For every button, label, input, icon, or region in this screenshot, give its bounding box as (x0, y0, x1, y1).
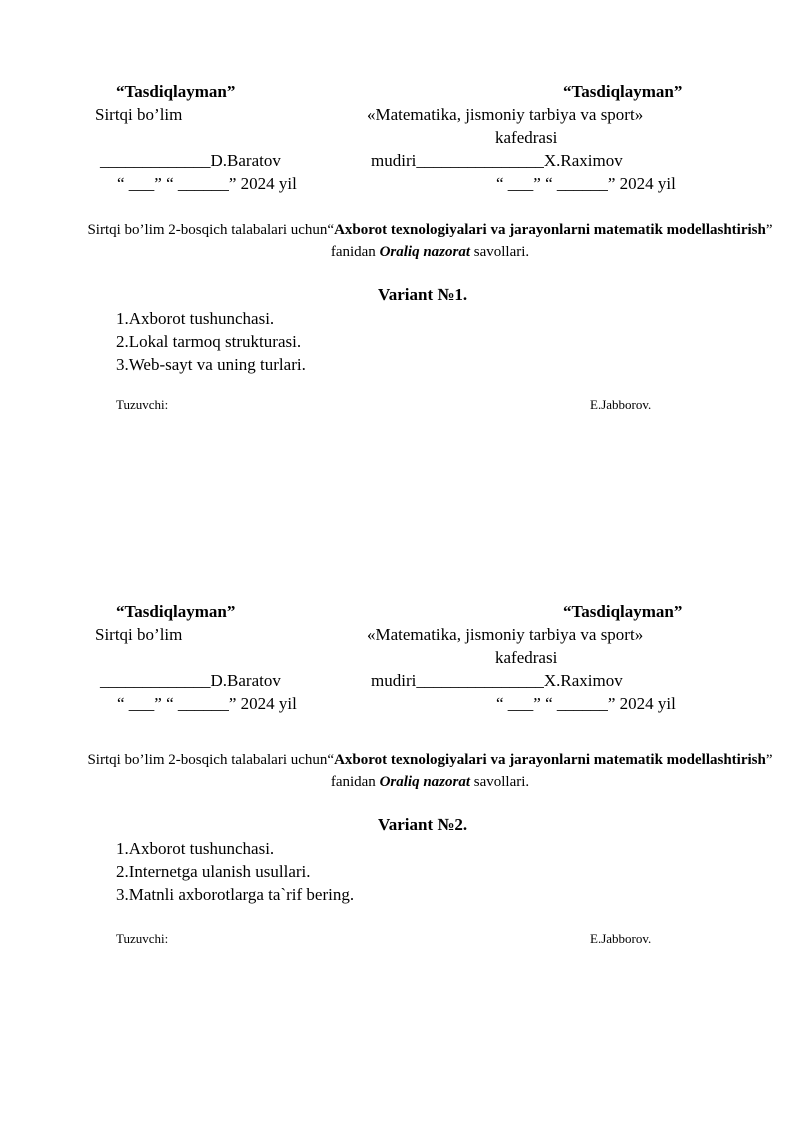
approval-heading-right: “Tasdiqlayman” (563, 82, 683, 101)
approval-heading-right: “Tasdiqlayman” (563, 602, 683, 621)
department-right-line2: kafedrasi (495, 648, 558, 667)
author-label: Tuzuvchi: (116, 397, 169, 412)
exam-type: Oraliq nazorat (379, 244, 471, 260)
question-item: 2.Lokal tarmoq strukturasi. (116, 332, 302, 351)
author-name: E.Jabborov. (590, 397, 652, 412)
signer-name-left: D.Baratov (210, 671, 281, 690)
signature-right (371, 151, 623, 171)
intro-paragraph (80, 749, 780, 793)
intro-prefix: Sirtqi bo’lim 2-bosqich talabalari uchun“ (87, 222, 335, 238)
signature-line: _____________ (100, 151, 211, 170)
intro-mid: ” fanidan (330, 222, 773, 260)
approval-heading-left: “Tasdiqlayman” (116, 602, 236, 621)
author-label: Tuzuvchi: (116, 931, 169, 946)
signer-name-right: X.Raximov (543, 151, 623, 170)
exam-type: Oraliq nazorat (379, 774, 471, 790)
signer-title: mudiri (371, 151, 417, 170)
department-right-line2: kafedrasi (495, 128, 558, 147)
intro-suffix: savollari. (470, 244, 530, 260)
signature-line: _______________ (416, 151, 544, 170)
variant-title: Variant №2. (378, 815, 468, 834)
author-name: E.Jabborov. (590, 931, 652, 946)
signature-line: _____________ (100, 671, 211, 690)
department-left: Sirtqi bo’lim (95, 625, 183, 644)
variant-title: Variant №1. (378, 285, 468, 304)
intro-mid: ” fanidan (330, 752, 773, 790)
question-item: 1.Axborot tushunchasi. (116, 839, 275, 858)
date-right: “ ___” “ ______” 2024 yil (496, 174, 676, 193)
intro-paragraph (80, 219, 780, 263)
department-left: Sirtqi bo’lim (95, 105, 183, 124)
subject-name: Axborot texnologiyalari va jarayonlarni matematik modellashtirish (334, 752, 766, 768)
department-right-line1: «Matematika, jismoniy tarbiya va sport» (367, 625, 644, 644)
signer-name-right: X.Raximov (543, 671, 623, 690)
question-item: 3.Matnli axborotlarga ta`rif bering. (116, 885, 355, 904)
approval-heading-left: “Tasdiqlayman” (116, 82, 236, 101)
question-item: 3.Web-sayt va uning turlari. (116, 355, 306, 374)
signer-name-left: D.Baratov (210, 151, 281, 170)
signature-line: _______________ (416, 671, 544, 690)
subject-name: Axborot texnologiyalari va jarayonlarni matematik modellashtirish (334, 222, 766, 238)
signer-title: mudiri (371, 671, 417, 690)
date-left: “ ___” “ ______” 2024 yil (117, 694, 297, 713)
intro-prefix: Sirtqi bo’lim 2-bosqich talabalari uchun“ (87, 752, 335, 768)
question-item: 1.Axborot tushunchasi. (116, 309, 275, 328)
signature-left (100, 671, 281, 691)
intro-suffix: savollari. (470, 774, 530, 790)
signature-right (371, 671, 623, 691)
department-right-line1: «Matematika, jismoniy tarbiya va sport» (367, 105, 644, 124)
date-left: “ ___” “ ______” 2024 yil (117, 174, 297, 193)
question-item: 2.Internetga ulanish usullari. (116, 862, 311, 881)
date-right: “ ___” “ ______” 2024 yil (496, 694, 676, 713)
signature-left (100, 151, 281, 171)
